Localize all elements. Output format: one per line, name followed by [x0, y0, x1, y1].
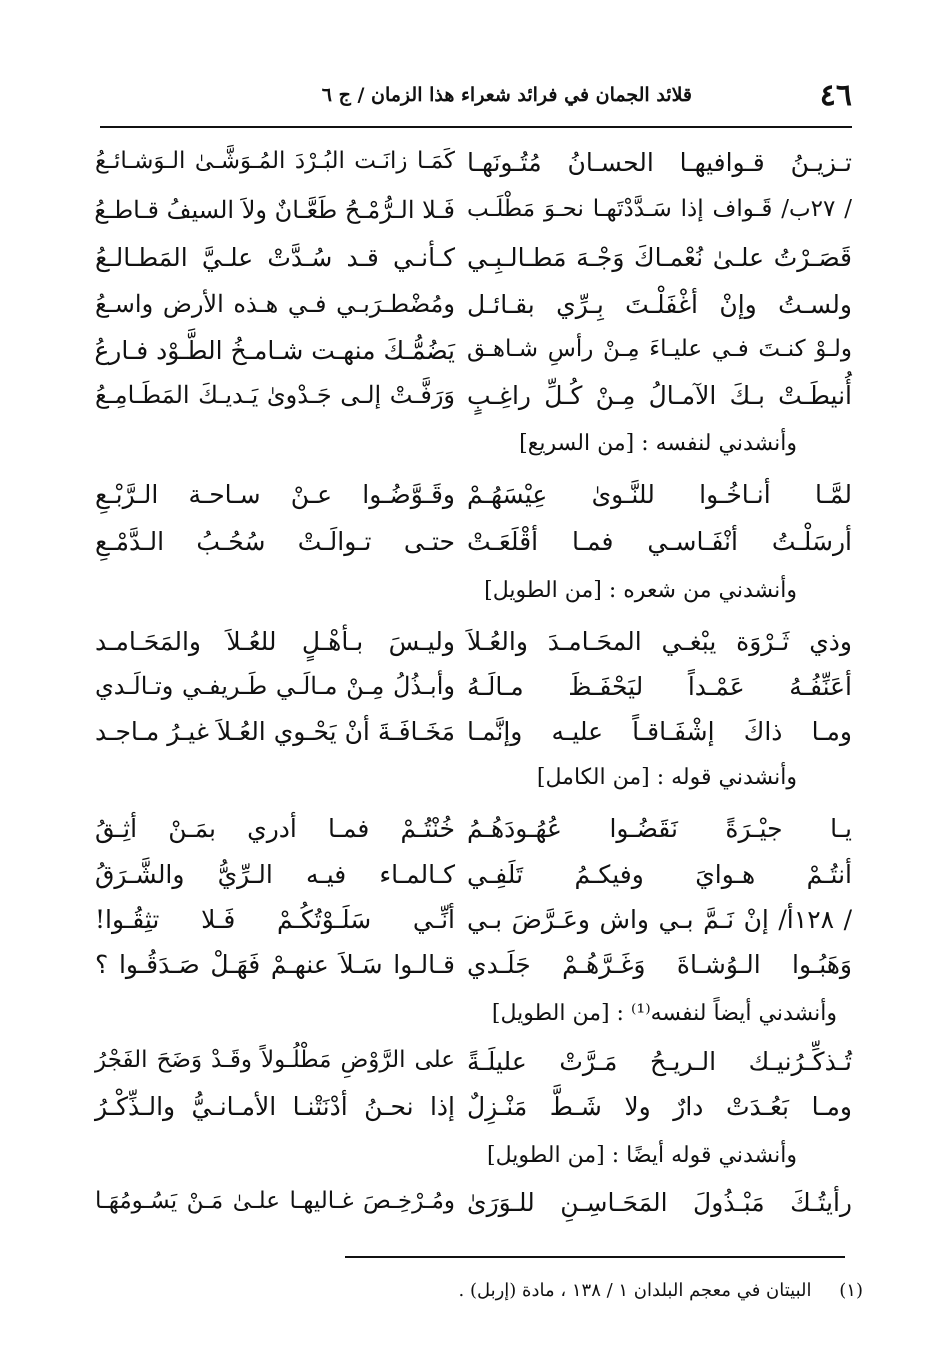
- verse-hemistich-second: على الرَّوْضِ مَطْلُـولاً وقَـدْ وَضَحَ الفَجْرُ: [95, 1047, 455, 1073]
- poem-intro: وأنشدني من شعره : [من الطويل]: [484, 578, 797, 603]
- poem-intro: وأنشدني أيضاً لنفسه⁽¹⁾ : [من الطويل]: [491, 1001, 837, 1026]
- verse-hemistich-second: إذا نحـنُ أدْنَتْنـا الأمـانـيُّ والـذِّكْـرُ: [95, 1092, 455, 1121]
- footnote-rule: [345, 1256, 845, 1258]
- verse-hemistich-second: وَرَفَّـتْ إلـى جَـدْوىٰ يَـديـكَ المَطَـامِـعُ: [95, 381, 455, 409]
- verse-hemistich-first: أُنيطَـتْ بـكَ الآمـالُ مِـنْ كُـلِّ راغِـبٍ: [467, 381, 852, 410]
- footnote: [459, 1280, 864, 1301]
- verse-hemistich-first: لمَّـا أنـاخُـوا للنَّـوىٰ عِيْسَهُـمْ: [467, 480, 852, 509]
- verse-hemistich-first: أعَنِّفُـهُ عَمْـداً ليَحْفَـظَ مـالَـهُ: [467, 672, 852, 701]
- verse-hemistich-first: أرسَلْـتُ أنْفَـاسـي فمـا أقْلَعَـتْ: [467, 527, 852, 556]
- verse-hemistich-second: يَضُمُّـكَ منهـت شـامـخُ الطَّـوْد فـارعُ: [94, 336, 455, 365]
- page-number: ٤٦: [819, 78, 852, 113]
- verse-hemistich-second: وليـسَ بـأهْـلٍ للعُـلاَ والمَحَـامـد: [95, 627, 455, 656]
- verse-hemistich-first: وَهَبُـوا الـوُشـاةَ وَغَـرَّهُـمْ جَلَـدي: [467, 950, 852, 979]
- verse-hemistich-second: وقَـوَّضُـوا عـنْ سـاحـة الـرَّبْـعِ: [95, 480, 455, 509]
- verse-hemistich-first: وذي ثَـرْوَة يبْغـي المحَـامـدَ والعُـلاَ: [467, 627, 852, 656]
- footnote-text: البيتان في معجم البلدان ١ / ١٣٨ ، مادة (إربل) .: [458, 1280, 812, 1301]
- verse-hemistich-first: / ٢٧ب/ قَـواف إذا سَـدَّدْتَهـا نحـوَ مَطْلَـب: [467, 196, 852, 222]
- page-header: [100, 78, 852, 118]
- verse-hemistich-second: كَمَـا زانَـت البُـرْدَ المُـوَشَّـىٰ الـوَشـائـعُ: [95, 148, 455, 174]
- verse-hemistich-first: ومـا بَعُـدَتْ دارٌ ولا شَـطَّ مَنْـزِلٌ: [467, 1092, 852, 1121]
- verse-hemistich-second: وأبـذُلُ مِـنْ مـالَـي طَـريفـي وتـالَـدي: [95, 672, 455, 700]
- verse-hemistich-first: تُـذكِّـرُنيـك الـريـحُ مَـرَّتْ عليلَـةً: [467, 1047, 852, 1076]
- verse-hemistich-first: ومـا ذاكَ إشْفَـاقـاً عليـه وإنَّمـا: [467, 717, 852, 746]
- footnote-number: (١): [839, 1280, 863, 1301]
- verse-hemistich-first: أنتُـمْ هـوايَ وفيكـمُ تَلَفِـي: [467, 860, 852, 889]
- verse-hemistich-second: كـأنـي قـد سُـدَّتْ علـيَّ المَطـالـعُ: [95, 243, 455, 272]
- verse-hemistich-second: فَـلا الـرُّمْـحُ طَعَّـانٌ ولاَ السيفُ قـاطـعُ: [94, 196, 455, 224]
- verse-hemistich-second: كـالمـاء فيـه الـرِّيُّ والشَّـرَقُ: [95, 860, 455, 889]
- verse-hemistich-first: قَصَـرْتُ علـىٰ نُعْمـاكَ وَجْـهَ مَطـالـبِـي: [467, 243, 852, 272]
- verse-hemistich-first: ولـوْ كنـتَ فـي عليـاءَ مِـنْ رأسِ شـاهـق: [467, 336, 852, 362]
- verse-hemistich-second: حتـى تـوالَـتْ سُحُـبُ الـدَّمْـعِ: [95, 527, 455, 556]
- poem-intro: وأنشدني قوله أيضًا : [من الطويل]: [487, 1143, 797, 1168]
- verse-hemistich-second: ومُضْطـرَبـي فـي هـذه الأرض واسـعُ: [95, 290, 455, 318]
- verse-hemistich-first: ولسـتُ وإنْ أغْفَلْـتَ بِـرِّي بقـائـل: [467, 290, 852, 319]
- verse-hemistich-second: أنِّـي سَلَـوْتُكُـمْ فَـلا تثِقُـوا!: [95, 905, 455, 934]
- verse-hemistich-second: مَخَـافَـةَ أنْ يَحْـوي العُـلاَ غيـرُ مـاجـد: [95, 717, 455, 746]
- header-rule: [100, 126, 852, 128]
- poem-intro: وأنشدني لنفسه : [من السريع]: [519, 431, 797, 456]
- running-title: قلائد الجمان في فرائد شعراء هذا الزمان / ج ٦: [321, 84, 692, 106]
- poem-intro: وأنشدني قوله : [من الكامل]: [536, 765, 797, 790]
- verse-hemistich-first: تـزيـنُ قـوافيهـا الحسـانُ مُتُـونَهـا: [467, 148, 852, 177]
- verse-hemistich-first: / ١٢٨أ/ إنْ نَـمَّ بـي واش وعَـرَّضَ بـي: [467, 905, 852, 934]
- verse-hemistich-first: رأيتُـكَ مَبْـذُولَ المَحَـاسِـنِ للـوَرَىٰ: [467, 1188, 852, 1217]
- verse-hemistich-second: ومُـرْخِـصَ غـاليهـا علـىٰ مَـنْ يَسُـومُهَـا: [95, 1188, 455, 1214]
- verse-hemistich-first: يـا جيْـرَةً نَقَضُـوا عُهُـودَهُـمُ: [467, 814, 852, 843]
- verse-hemistich-second: خُنْتُـمْ فمـا أدري بمَـنْ أثِـقُ: [95, 814, 455, 843]
- verse-hemistich-second: قـالـوا سَـلاَ عنهـمْ فَهَـلْ صَـدَقُـوا ؟: [95, 950, 455, 979]
